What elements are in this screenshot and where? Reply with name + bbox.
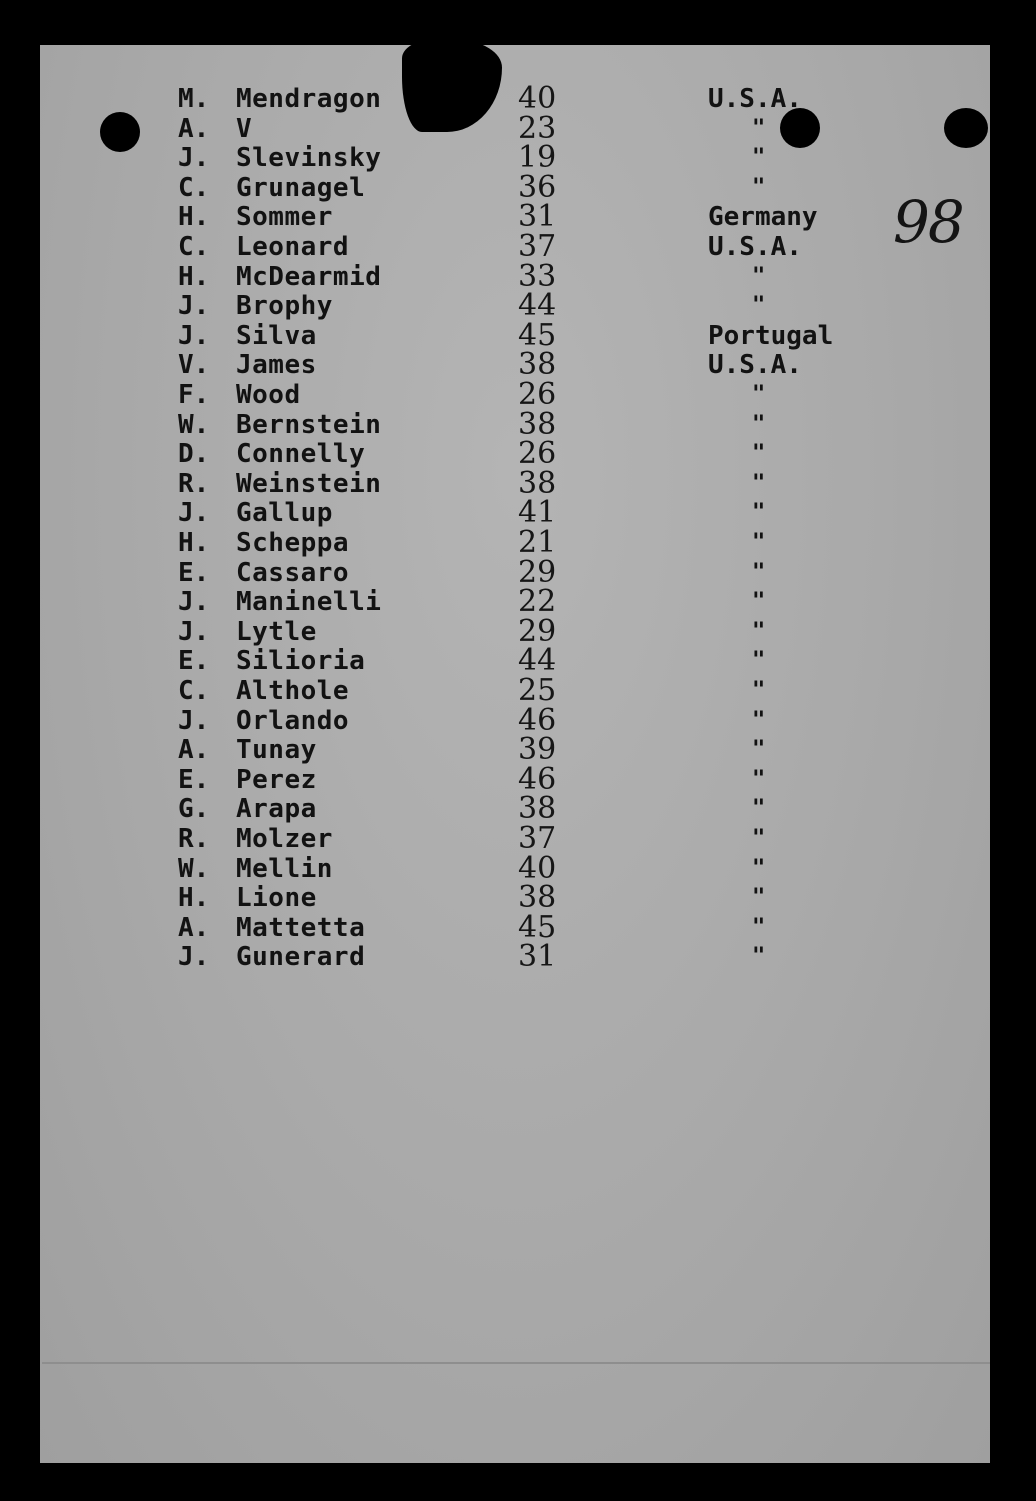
list-row (0, 347, 1036, 383)
ditto-mark: " (752, 589, 766, 615)
surname: Arapa (236, 794, 317, 825)
initial: R. (178, 468, 210, 499)
age: 45 (518, 909, 557, 945)
ditto-mark: " (752, 174, 766, 200)
initial: C. (178, 172, 210, 203)
ditto-mark: " (752, 648, 766, 674)
age: 39 (518, 732, 557, 768)
list-row (0, 909, 1036, 945)
surname: Perez (236, 764, 317, 795)
age: 45 (518, 317, 557, 353)
surname: Molzer (236, 824, 333, 854)
list-row (0, 613, 1036, 649)
ditto-mark: " (752, 263, 766, 289)
age: 46 (518, 702, 557, 738)
age: 40 (518, 850, 557, 886)
surname: James (236, 350, 317, 381)
initial: M. (178, 84, 210, 114)
list-row (0, 821, 1036, 856)
list-row (0, 939, 1036, 975)
list-row (0, 110, 1036, 146)
ditto-mark: " (752, 115, 766, 141)
ditto-mark: " (752, 530, 766, 555)
initial: W. (178, 409, 210, 440)
initial: R. (178, 824, 210, 854)
nationality: U.S.A. (708, 232, 802, 262)
nationality: Portugal (708, 320, 834, 351)
ditto-mark: " (752, 826, 766, 851)
initial: E. (178, 557, 210, 588)
list-row (0, 495, 1036, 531)
initial: A. (178, 912, 210, 943)
ditto-mark: " (752, 293, 766, 319)
initial: C. (178, 232, 210, 262)
ditto-mark: " (752, 914, 766, 940)
ditto-mark: " (752, 707, 766, 733)
age: 37 (518, 821, 557, 856)
ditto-mark: " (752, 441, 766, 467)
surname: Leonard (236, 232, 350, 262)
age: 38 (518, 465, 557, 501)
age: 26 (518, 377, 557, 412)
ditto-mark: " (752, 855, 766, 881)
nationality: Germany (708, 202, 818, 233)
age: 46 (518, 761, 557, 797)
ditto-mark: " (752, 382, 766, 407)
surname: Scheppa (236, 528, 350, 558)
list-row (0, 140, 1036, 176)
initial: J. (178, 498, 210, 529)
initial: H. (178, 883, 210, 914)
surname: Mendragon (236, 84, 382, 114)
age: 41 (518, 495, 557, 531)
surname: Wood (236, 380, 301, 410)
list-row (0, 761, 1036, 797)
surname: Weinstein (236, 468, 382, 499)
list-row (0, 258, 1036, 294)
initial: J. (178, 291, 210, 322)
surname: Mellin (236, 853, 333, 884)
age: 22 (518, 584, 557, 620)
surname: V (236, 113, 253, 144)
initial: V. (178, 350, 210, 381)
surname: Gunerard (236, 942, 366, 973)
initial: J. (178, 705, 210, 736)
surname: Tunay (236, 735, 317, 766)
list-row (0, 791, 1036, 827)
initial: C. (178, 676, 210, 706)
list-row (0, 465, 1036, 501)
initial: F. (178, 380, 210, 410)
surname: Bernstein (236, 409, 382, 440)
age: 38 (518, 347, 557, 383)
ditto-mark: " (752, 885, 766, 911)
list-row (0, 525, 1036, 560)
ditto-mark: " (752, 500, 766, 526)
initial: W. (178, 853, 210, 884)
surname: Slevinsky (236, 143, 382, 174)
surname: Mattetta (236, 912, 366, 943)
surname: Lytle (236, 616, 317, 647)
initial: E. (178, 764, 210, 795)
initial: J. (178, 143, 210, 174)
ditto-mark: " (752, 559, 766, 585)
ditto-mark: " (752, 411, 766, 437)
age: 33 (518, 258, 557, 294)
age: 38 (518, 880, 557, 916)
list-row (0, 81, 1036, 116)
list-row (0, 673, 1036, 708)
initial: J. (178, 587, 210, 618)
nationality: U.S.A. (708, 84, 802, 114)
list-row (0, 169, 1036, 205)
age: 37 (518, 229, 557, 264)
initial: A. (178, 113, 210, 144)
ditto-mark: " (752, 145, 766, 171)
ditto-mark: " (752, 618, 766, 644)
ditto-mark: " (752, 766, 766, 792)
age: 44 (518, 643, 557, 679)
age: 29 (518, 554, 557, 590)
list-row (0, 288, 1036, 324)
age: 38 (518, 791, 557, 827)
ditto-mark: " (752, 678, 766, 703)
age: 44 (518, 288, 557, 324)
age: 23 (518, 110, 557, 146)
list-row (0, 732, 1036, 768)
age: 38 (518, 406, 557, 442)
age: 26 (518, 436, 557, 472)
surname: Cassaro (236, 557, 350, 588)
initial: A. (178, 735, 210, 766)
surname: Sommer (236, 202, 333, 233)
list-row (0, 377, 1036, 412)
surname: Maninelli (236, 587, 382, 618)
surname: Connelly (236, 439, 366, 470)
list-row (0, 880, 1036, 916)
initial: D. (178, 439, 210, 470)
list-row (0, 406, 1036, 442)
initial: H. (178, 528, 210, 558)
ditto-mark: " (752, 944, 766, 970)
handwritten-page-number: 98 (893, 188, 963, 256)
age: 21 (518, 525, 557, 560)
surname: Brophy (236, 291, 333, 322)
list-row (0, 850, 1036, 886)
surname: Silioria (236, 646, 366, 677)
surname: Gallup (236, 498, 333, 529)
list-row (0, 554, 1036, 590)
surname: Orlando (236, 705, 350, 736)
age: 31 (518, 199, 557, 235)
age: 36 (518, 169, 557, 205)
list-row (0, 702, 1036, 738)
list-row (0, 436, 1036, 472)
list-row (0, 229, 1036, 264)
surname: Lione (236, 883, 317, 914)
surname: Althole (236, 676, 350, 706)
initial: J. (178, 320, 210, 351)
initial: G. (178, 794, 210, 825)
list-row (0, 317, 1036, 353)
age: 29 (518, 613, 557, 649)
surname: Silva (236, 320, 317, 351)
ditto-mark: " (752, 737, 766, 763)
initial: H. (178, 261, 210, 292)
ditto-mark: " (752, 470, 766, 496)
surname: McDearmid (236, 261, 382, 292)
age: 19 (518, 140, 557, 176)
list-row (0, 643, 1036, 679)
initial: J. (178, 942, 210, 973)
list-row (0, 584, 1036, 620)
initial: H. (178, 202, 210, 233)
initial: E. (178, 646, 210, 677)
age: 31 (518, 939, 557, 975)
ditto-mark: " (752, 796, 766, 822)
nationality: U.S.A. (708, 350, 802, 381)
age: 40 (518, 81, 557, 116)
initial: J. (178, 616, 210, 647)
age: 25 (518, 673, 557, 708)
surname: Grunagel (236, 172, 366, 203)
